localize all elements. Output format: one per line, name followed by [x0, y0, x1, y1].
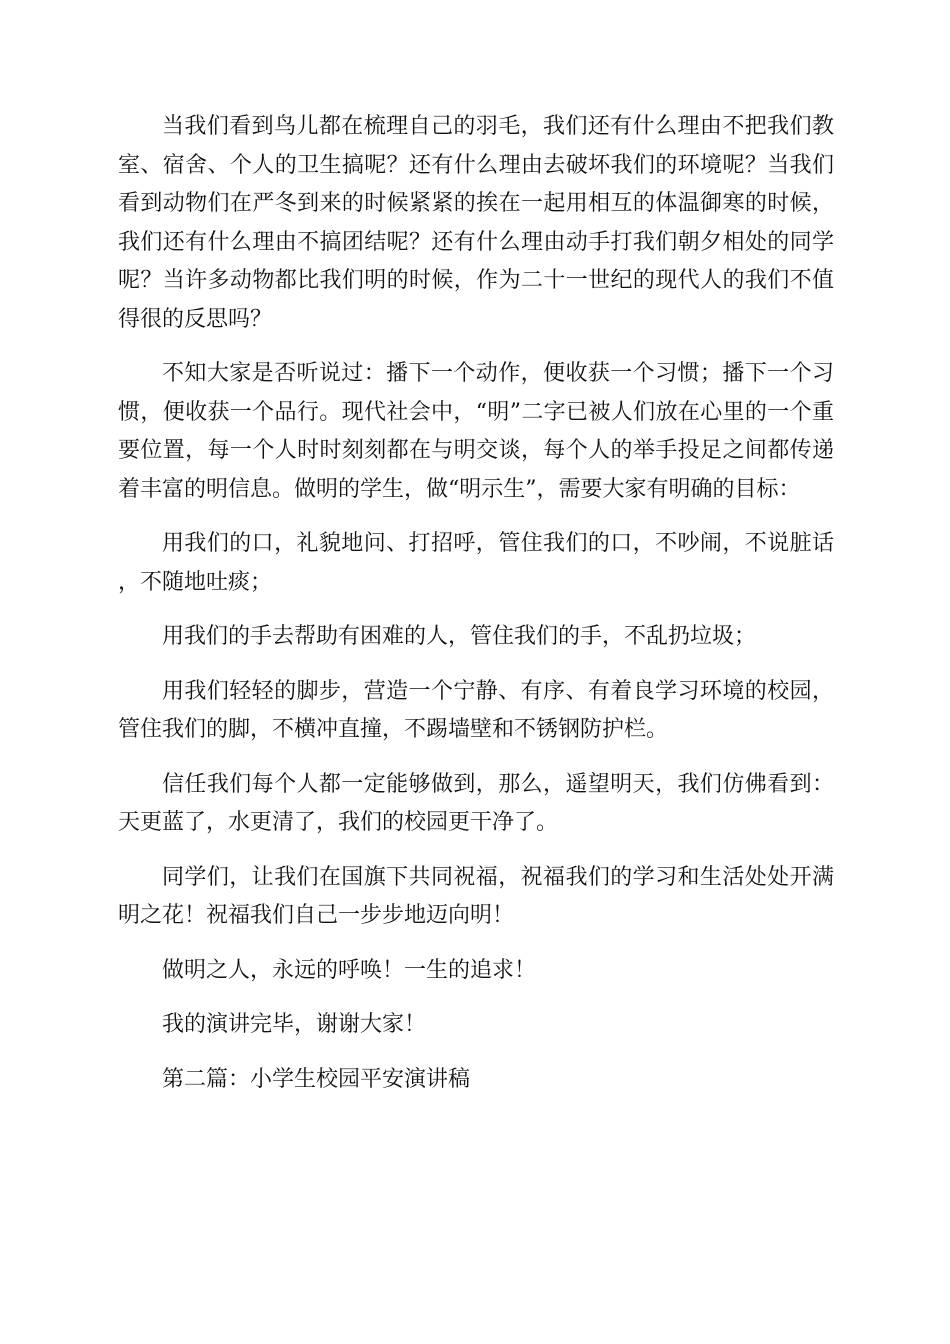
paragraph-1: 当我们看到鸟儿都在梳理自己的羽毛，我们还有什么理由不把我们教室、宿舍、个人的卫生搞呢？还有什么理由去破坏我们的环境呢？当我们看到动物们在严冬到来的时候紧紧的挨在一起用相互的体温御寒的时候，我们还有什么理由不搞团结呢？还有什么理由动手打我们朝夕相处的同学呢？当许多动物都比我们明的时候，作为二十一世纪的现代人的我们不值得很的反思吗？: [118, 114, 834, 332]
paragraph-5: 用我们轻轻的脚步，营造一个宁静、有序、有着良学习环境的校园，管住我们的脚，不横冲直撞，不踢墙壁和不锈钢防护栏。: [118, 678, 834, 742]
paragraph-8: 做明之人，永远的呼唤！一生的追求！: [162, 957, 537, 983]
document-page: [118, 108, 834, 1115]
paragraph-7: 同学们，让我们在国旗下共同祝福，祝福我们的学习和生活处处开满明之花！祝福我们自己一步步地迈向明！: [118, 864, 834, 928]
paragraph-9: 我的演讲完毕，谢谢大家！: [162, 1012, 427, 1037]
paragraph-2: 不知大家是否听说过：播下一个动作，便收获一个习惯；播下一个习惯，便收获一个品行。现代社会中，“明”二字已被人们放在心里的一个重要位置，每一个人时时刻刻都在与明交谈，每个人的举手投足之间都传递着丰富的明信息。做明的学生，做“明示生”，需要大家有明确的目标：: [118, 361, 834, 502]
section-heading: 第二篇：小学生校园平安演讲稿: [162, 1066, 471, 1092]
paragraph-3: 用我们的口，礼貌地问、打招呼，管住我们的口，不吵闹，不说脏话，不随地吐痰；: [118, 531, 834, 595]
paragraph-4: 用我们的手去帮助有困难的人，管住我们的手，不乱扔垃圾；: [162, 624, 757, 649]
paragraph-6: 信任我们每个人都一定能够做到，那么，遥望明天，我们仿佛看到：天更蓝了，水更清了，我们的校园更干净了。: [118, 771, 834, 835]
